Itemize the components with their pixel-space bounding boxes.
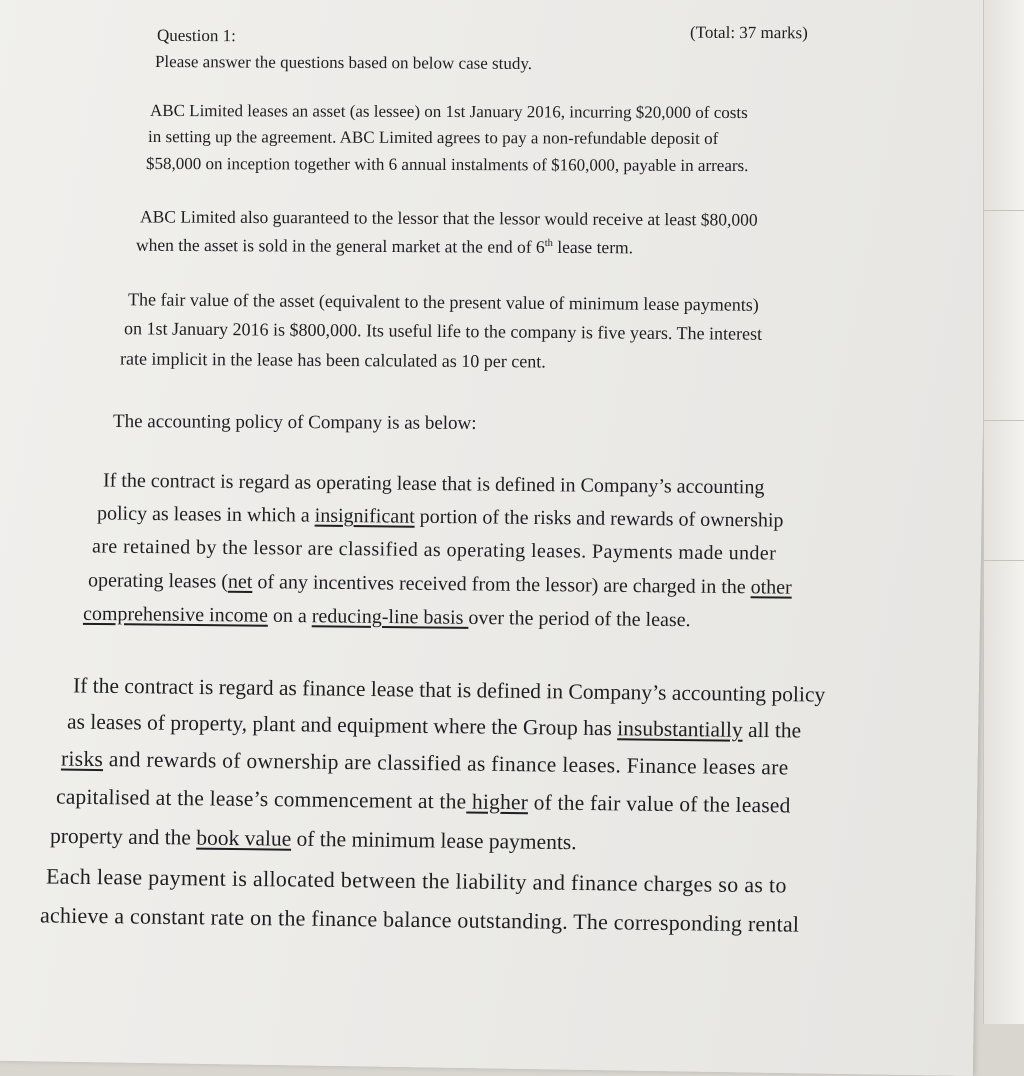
operating-lease-line2: policy as leases in which a insignificant portion of the risks and rewards of ownership: [96, 502, 784, 532]
operating-lease-line1: If the contract is regard as operating lease that is defined in Company’s accounting: [102, 469, 765, 499]
paragraph2-line1: ABC Limited also guaranteed to the lessor that the lessor would receive at least $80,000: [139, 206, 758, 230]
paragraph1-line3: $58,000 on inception together with 6 annual instalments of $160,000, payable in arrears.: [145, 153, 749, 176]
paragraph1-line2: in setting up the agreement. ABC Limited agrees to pay a non-refundable deposit of: [147, 127, 719, 148]
operating-lease-line3: are retained by the lessor are classified as operating leases. Payments made under: [91, 535, 777, 565]
total-marks: (Total: 37 marks): [689, 22, 808, 43]
finance-lease-line5: property and the book value of the minimum lease payments.: [49, 823, 577, 855]
paragraph3-line1: The fair value of the asset (equivalent to the present value of minimum lease payments): [127, 289, 759, 315]
instruction-text: Please answer the questions based on below case study.: [154, 52, 533, 73]
paragraph3-line2: on 1st January 2016 is $800,000. Its useful life to the company is five years. The interest: [123, 318, 763, 344]
paragraph2-line2: when the asset is sold in the general market at the end of 6th lease term.: [135, 234, 634, 258]
finance-lease-line6: Each lease payment is allocated between the liability and finance charges so as to: [45, 863, 787, 898]
policy-intro: The accounting policy of Company is as below:: [112, 411, 477, 434]
paragraph1-line1: ABC Limited leases an asset (as lessee) on 1st January 2016, incurring $20,000 of costs: [149, 100, 748, 123]
background-notebook: [983, 0, 1024, 1024]
finance-lease-line7: achieve a constant rate on the finance balance outstanding. The corresponding rental: [39, 902, 800, 937]
finance-lease-line4: capitalised at the lease’s commencement at the higher of the fair value of the leased: [55, 784, 791, 818]
operating-lease-line5: comprehensive income on a reducing-line basis over the period of the lease.: [82, 602, 691, 632]
ruled-line: [984, 560, 1024, 561]
finance-lease-line3: risks and rewards of ownership are classified as finance leases. Finance leases are: [60, 746, 789, 780]
finance-lease-line2: as leases of property, plant and equipment where the Group has insubstantially all the: [66, 709, 802, 743]
ruled-line: [984, 420, 1024, 421]
paragraph3-line3: rate implicit in the lease has been calculated as 10 per cent.: [119, 348, 546, 372]
operating-lease-line4: operating leases (net of any incentives received from the lessor) are charged in the other: [87, 569, 792, 599]
finance-lease-line1: If the contract is regard as finance lease that is defined in Company’s accounting policy: [72, 673, 826, 707]
ruled-line: [984, 210, 1024, 211]
question-number: Question 1:: [156, 25, 236, 46]
